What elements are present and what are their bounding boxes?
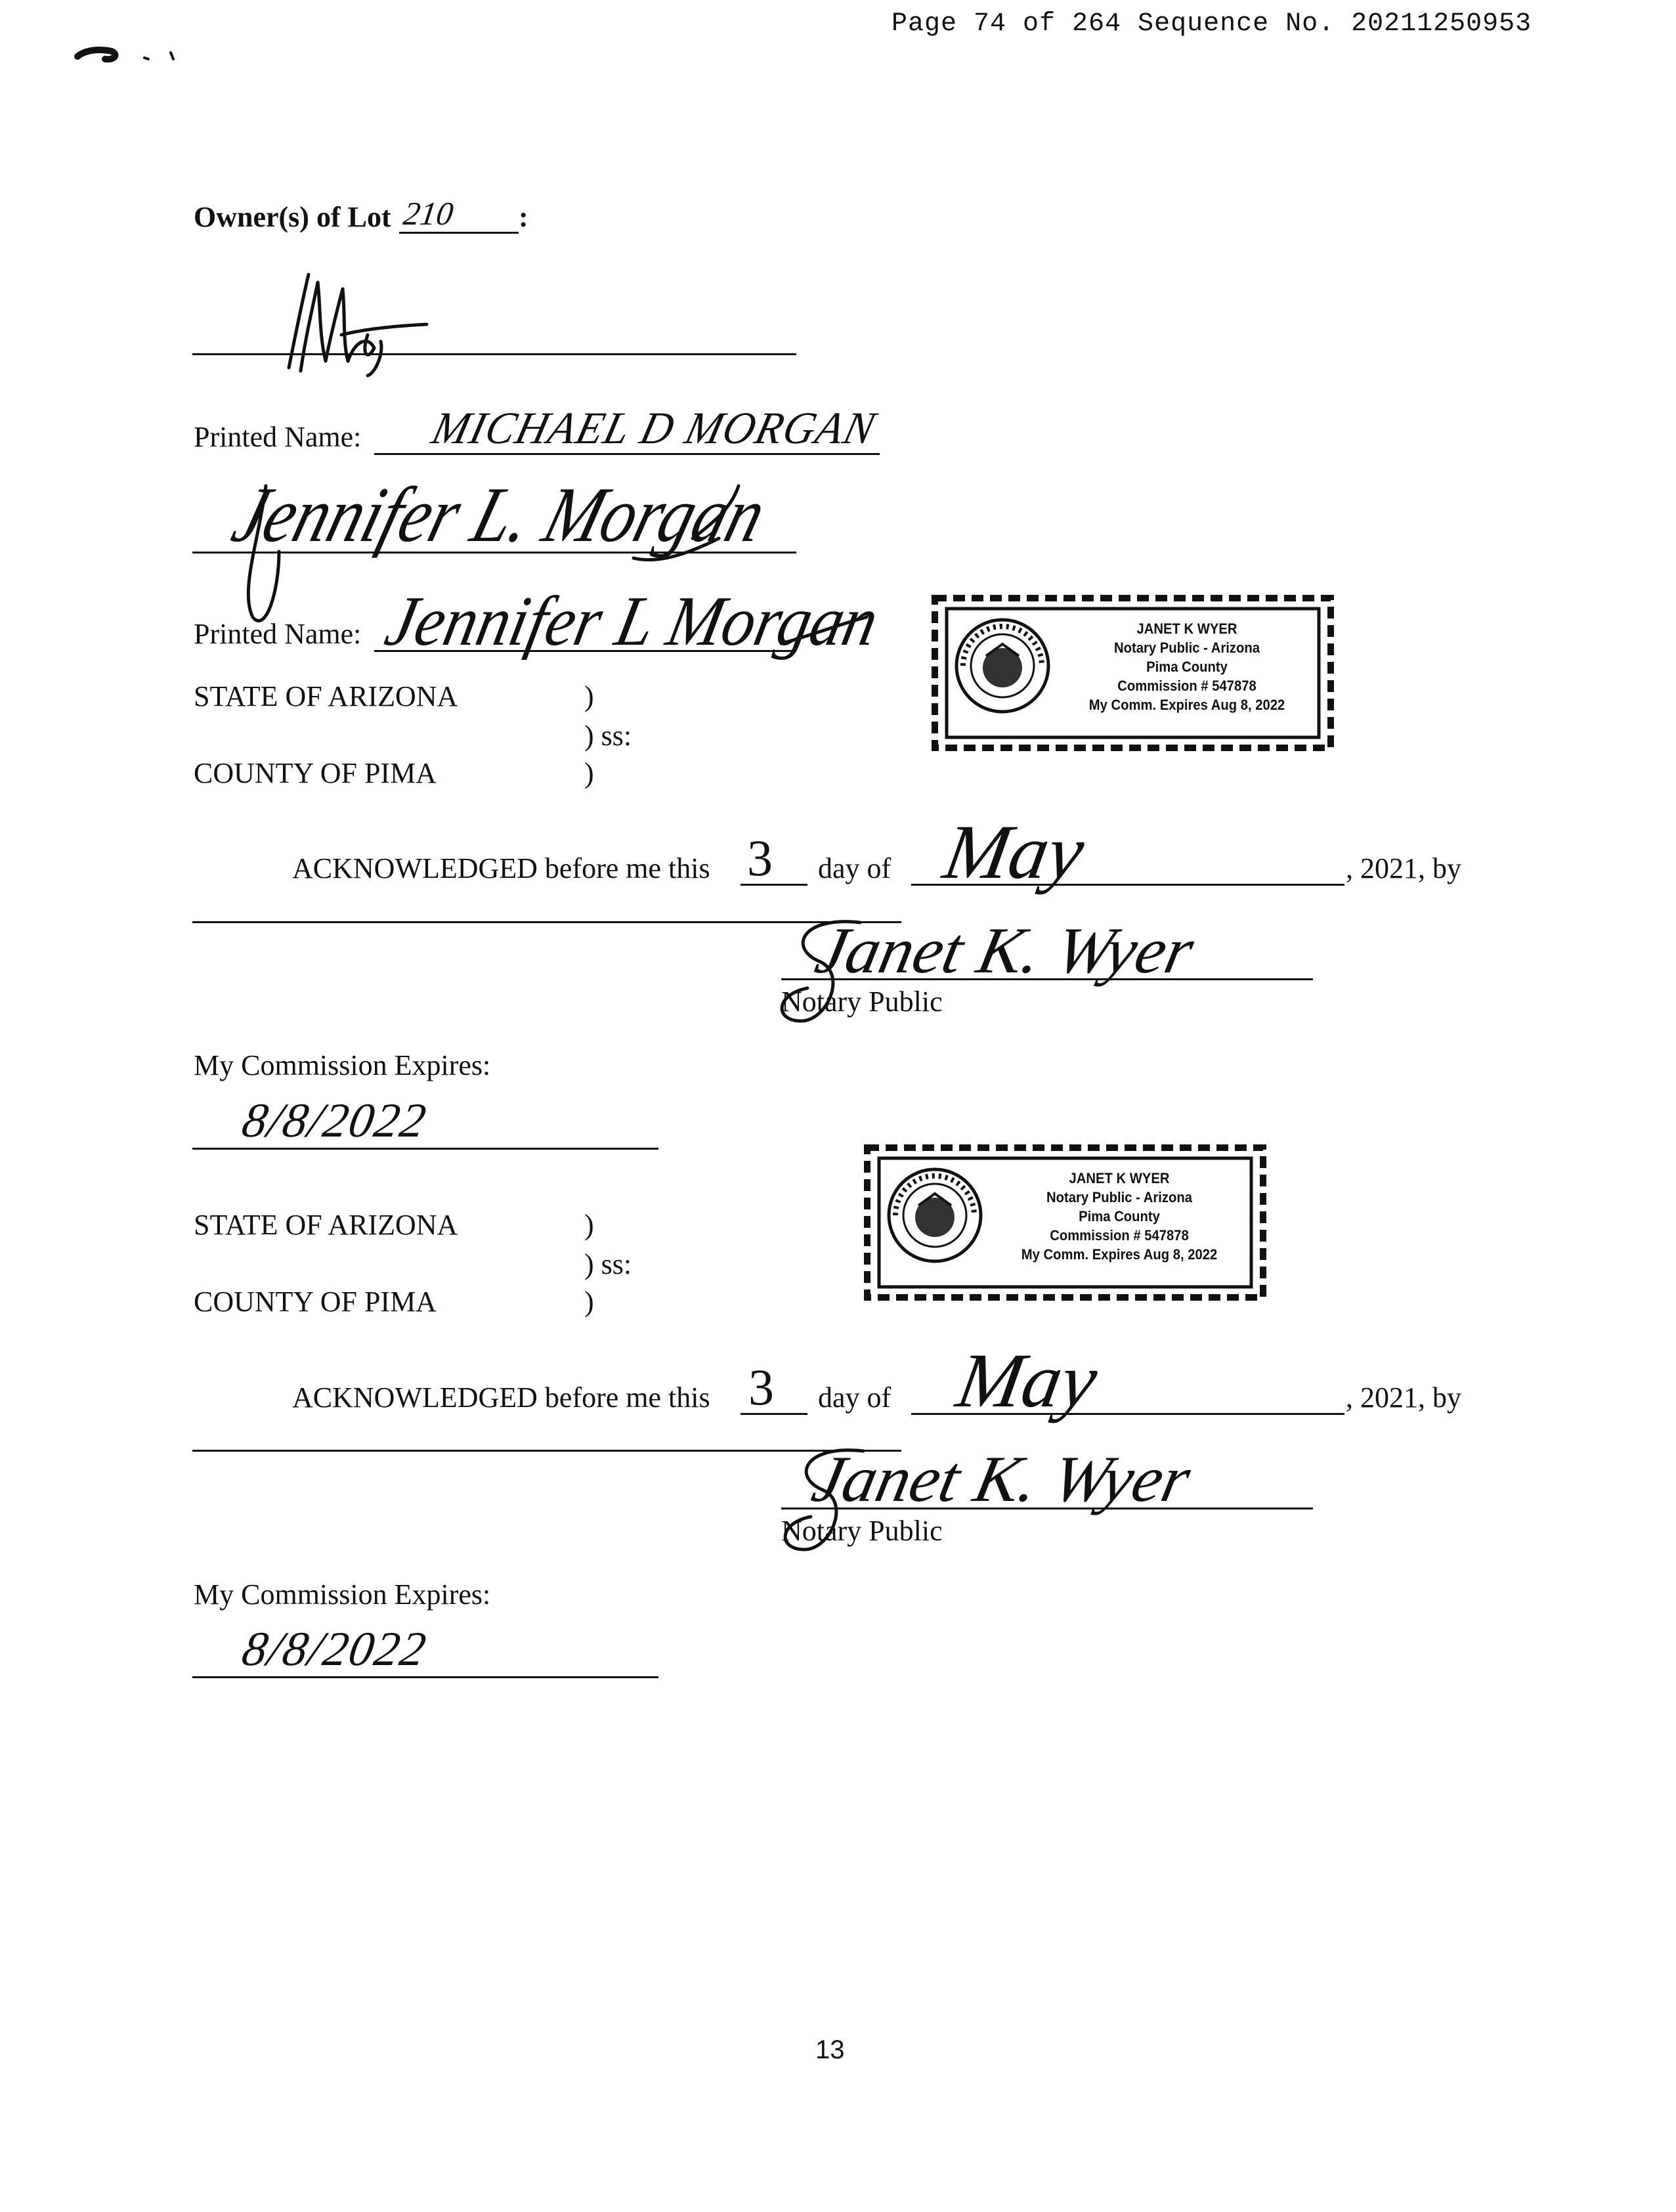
page-number: 13 xyxy=(815,2035,845,2064)
notary-public-label-1: Notary Public xyxy=(781,986,943,1018)
commission-label-1: My Commission Expires: xyxy=(194,1049,491,1081)
printed-name-label-2: Printed Name: xyxy=(194,618,362,650)
ack-day-line-2 xyxy=(741,1413,807,1415)
stamp-commission: Commission # 547878 xyxy=(1117,678,1257,694)
owners-lot-label: Owner(s) of Lot xyxy=(194,201,391,233)
scan-speck xyxy=(72,41,184,74)
owner-signature-2-line xyxy=(192,552,796,553)
stamp-notary-name: JANET K WYER xyxy=(1069,1170,1170,1186)
ack-prefix-1: ACKNOWLEDGED before me this xyxy=(292,852,710,884)
county-paren-2: ) xyxy=(584,1286,594,1318)
stamp-notary-name: JANET K WYER xyxy=(1136,620,1237,637)
notary-signature-1-loop xyxy=(762,909,893,1041)
notary-public-label-2: Notary Public xyxy=(781,1515,943,1547)
printed-name-2-flourish xyxy=(775,597,873,650)
notary-stamp-1 xyxy=(931,594,1335,752)
state-paren-1: ) xyxy=(584,680,594,712)
owner-signature-2: Jennifer L. Morgan xyxy=(224,471,775,558)
stamp-expires: My Comm. Expires Aug 8, 2022 xyxy=(1021,1246,1218,1263)
ack-prefix-2: ACKNOWLEDGED before me this xyxy=(292,1381,710,1414)
ss-label-2: ) ss: xyxy=(584,1248,632,1280)
stamp-county: Pima County xyxy=(1146,659,1228,675)
printed-name-1-handwritten: MICHAEL D MORGAN xyxy=(427,403,882,454)
notary-signature-line-2 xyxy=(781,1507,1313,1509)
owner-signature-1-line xyxy=(192,353,796,355)
notary-signature-line-1 xyxy=(781,978,1313,980)
printed-name-2-line xyxy=(374,650,794,652)
printed-name-2-handwritten: Jennifer L Morgan xyxy=(379,582,885,661)
county-label-2: COUNTY OF PIMA xyxy=(194,1286,437,1318)
notary-signature-2: Janet K. Wyer xyxy=(806,1442,1197,1515)
ack-day-1: 3 xyxy=(747,829,773,886)
page-sequence-header: Page 74 of 264 Sequence No. 20211250953 xyxy=(892,9,1532,39)
great-seal-icon xyxy=(953,617,1052,715)
lot-number-handwritten: 210 xyxy=(401,195,456,232)
great-seal-icon xyxy=(886,1166,984,1265)
ack-day-of-1: day of xyxy=(818,852,892,884)
notary-signature-2-loop xyxy=(765,1438,896,1569)
notary-signature-1: Janet K. Wyer xyxy=(809,914,1201,987)
county-paren-1: ) xyxy=(584,757,594,789)
stamp-commission: Commission # 547878 xyxy=(1050,1227,1189,1244)
ack-day-line-1 xyxy=(741,884,807,886)
county-label-1: COUNTY OF PIMA xyxy=(194,757,437,789)
commission-label-2: My Commission Expires: xyxy=(194,1578,491,1611)
stamp-expires: My Comm. Expires Aug 8, 2022 xyxy=(1088,697,1285,713)
ack-day-2: 3 xyxy=(748,1358,774,1416)
ack-year-by-1: , 2021, by xyxy=(1346,852,1461,884)
ack-day-of-2: day of xyxy=(818,1381,892,1414)
owners-lot-colon: : xyxy=(519,201,528,233)
printed-name-label-1: Printed Name: xyxy=(194,421,362,453)
commission-date-2: 8/8/2022 xyxy=(238,1622,431,1676)
state-paren-2: ) xyxy=(584,1209,594,1241)
ack-month-2: May xyxy=(951,1337,1104,1423)
commission-date-line-2 xyxy=(192,1676,658,1678)
commission-date-1: 8/8/2022 xyxy=(238,1094,431,1148)
state-label-2: STATE OF ARIZONA xyxy=(194,1209,458,1241)
ack-month-line-2 xyxy=(911,1413,1344,1415)
ss-label-1: ) ss: xyxy=(584,720,632,752)
stamp-county: Pima County xyxy=(1079,1208,1160,1225)
stamp-notary-title: Notary Public - Arizona xyxy=(1114,640,1260,656)
ack-month-1: May xyxy=(937,809,1091,895)
notary-stamp-2 xyxy=(863,1144,1267,1301)
ack-month-line-1 xyxy=(911,884,1344,886)
state-label-1: STATE OF ARIZONA xyxy=(194,680,458,712)
ack-year-by-2: , 2021, by xyxy=(1346,1381,1461,1414)
commission-date-line-1 xyxy=(192,1148,658,1150)
stamp-notary-title: Notary Public - Arizona xyxy=(1046,1189,1192,1205)
printed-name-1-line xyxy=(374,453,880,455)
owner-signature-1 xyxy=(269,263,433,381)
lot-number-line xyxy=(399,232,519,234)
